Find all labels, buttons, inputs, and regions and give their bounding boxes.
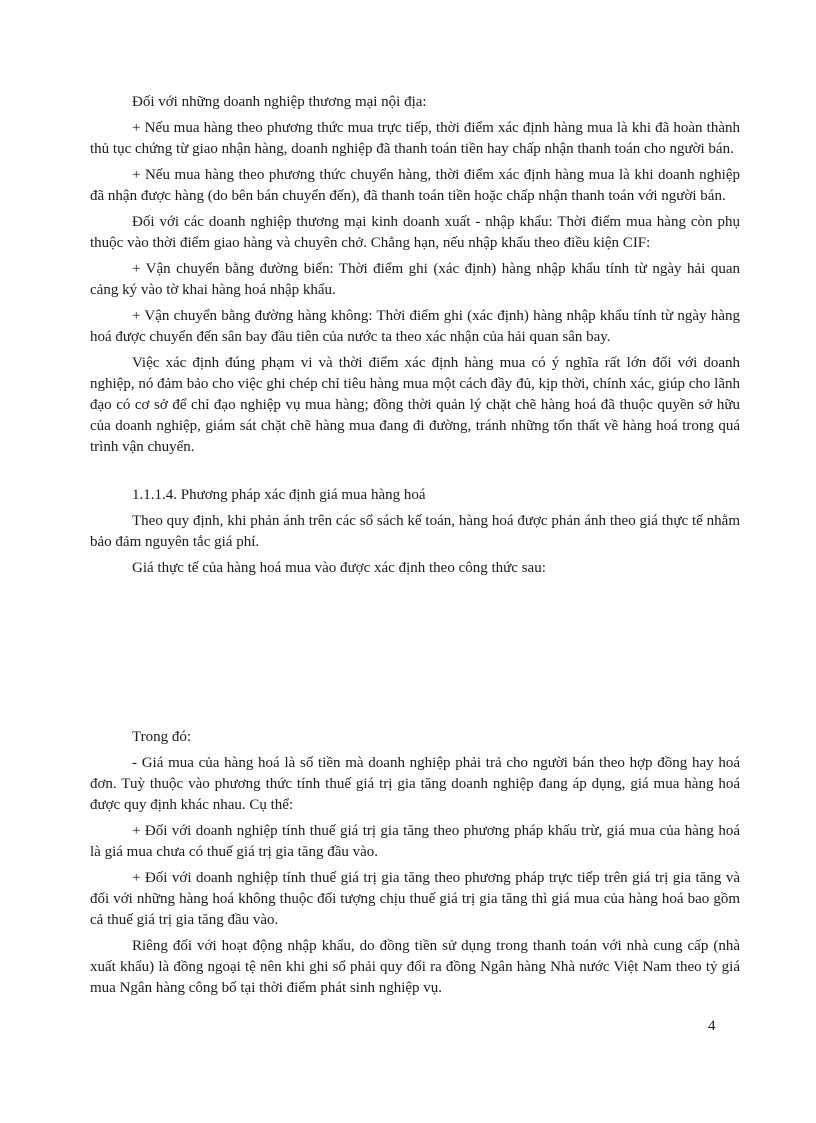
paragraph: Đối với các doanh nghiệp thương mại kinh doanh xuất - nhập khẩu: Thời điểm mua hàng còn phụ thuộc vào thời điểm giao hàng và chuyên chở. Chẳng hạn, nếu nhập khẩu theo điều kiện CIF:: [90, 214, 740, 251]
paragraph: + Đối với doanh nghiệp tính thuế giá trị gia tăng theo phương pháp khấu trừ, giá mua của hàng hoá là giá mua chưa có thuế giá trị gia tăng đầu vào.: [90, 823, 740, 860]
paragraph: + Vận chuyển bằng đường hàng không: Thời điểm ghi (xác định) hàng nhập khẩu tính từ ngày hàng hoá được chuyển đến sân bay đầu tiên của nước ta theo xác nhận của hải quan sân bay.: [90, 308, 740, 345]
paragraph: Giá thực tế của hàng hoá mua vào được xác định theo công thức sau:: [132, 560, 546, 576]
paragraph: Riêng đối với hoạt động nhập khẩu, do đồng tiền sử dụng trong thanh toán với nhà cung cấp (nhà xuất khẩu) là đồng ngoại tệ nên khi ghi sổ phải quy đổi ra đồng Ngân hàng Nhà nước Việt Nam theo tỷ giá mua Ngân hàng công bố tại thời điểm phát sinh nghiệp vụ.: [90, 938, 740, 996]
paragraph: Theo quy định, khi phản ánh trên các sổ sách kế toán, hàng hoá được phản ánh theo giá thực tế nhằm bảo đảm nguyên tắc giá phí.: [90, 513, 740, 550]
paragraph: - Giá mua của hàng hoá là số tiền mà doanh nghiệp phải trả cho người bán theo hợp đồng hay hoá đơn. Tuỳ thuộc vào phương thức tính thuế giá trị gia tăng doanh nghiệp đang áp dụng, giá mua hàng hoá được quy định khác nhau. Cụ thể:: [90, 755, 740, 813]
paragraph: + Đối với doanh nghiệp tính thuế giá trị gia tăng theo phương pháp trực tiếp trên giá trị gia tăng và đối với những hàng hoá không thuộc đối tượng chịu thuế giá trị gia tăng thì giá mua của hàng hoá bao gồm cả thuế giá trị gia tăng đầu vào.: [90, 870, 740, 928]
section-heading: 1.1.1.4. Phương pháp xác định giá mua hàng hoá: [132, 487, 426, 503]
paragraph: + Nếu mua hàng theo phương thức mua trực tiếp, thời điểm xác định hàng mua là khi đã hoàn thành thủ tục chứng từ giao nhận hàng, doanh nghiệp đã thanh toán tiền hay chấp nhận thanh toán cho người bán.: [90, 120, 740, 157]
paragraph: + Nếu mua hàng theo phương thức chuyển hàng, thời điểm xác định hàng mua là khi doanh nghiệp đã nhận được hàng (do bên bán chuyển đến), đã thanh toán tiền hoặc chấp nhận thanh toán với người bán.: [90, 167, 740, 204]
formula-area: [90, 584, 740, 727]
paragraph: Việc xác định đúng phạm vi và thời điểm xác định hàng mua có ý nghĩa rất lớn đối với doanh nghiệp, nó đảm bảo cho việc ghi chép chỉ tiêu hàng mua một cách đầy đủ, kịp thời, chính xác, giúp cho lãnh đạo có cơ sở để chỉ đạo nghiệp vụ mua hàng; đồng thời quản lý chặt chẽ hàng hoá đã thuộc quyền sở hữu của doanh nghiệp, giám sát chặt chẽ hàng mua đang đi đường, tránh những tổn thất về hàng hoá trong quá trình vận chuyển.: [90, 355, 740, 455]
page-number: 4: [708, 1018, 716, 1034]
paragraph: + Vận chuyển bằng đường biển: Thời điểm ghi (xác định) hàng nhập khẩu tính từ ngày hải quan cảng ký vào tờ khai hàng hoá nhập khẩu.: [90, 261, 740, 298]
paragraph: Trong đó:: [132, 729, 192, 745]
paragraph: Đối với những doanh nghiệp thương mại nội địa:: [132, 94, 427, 110]
document-page: [90, 92, 740, 1004]
